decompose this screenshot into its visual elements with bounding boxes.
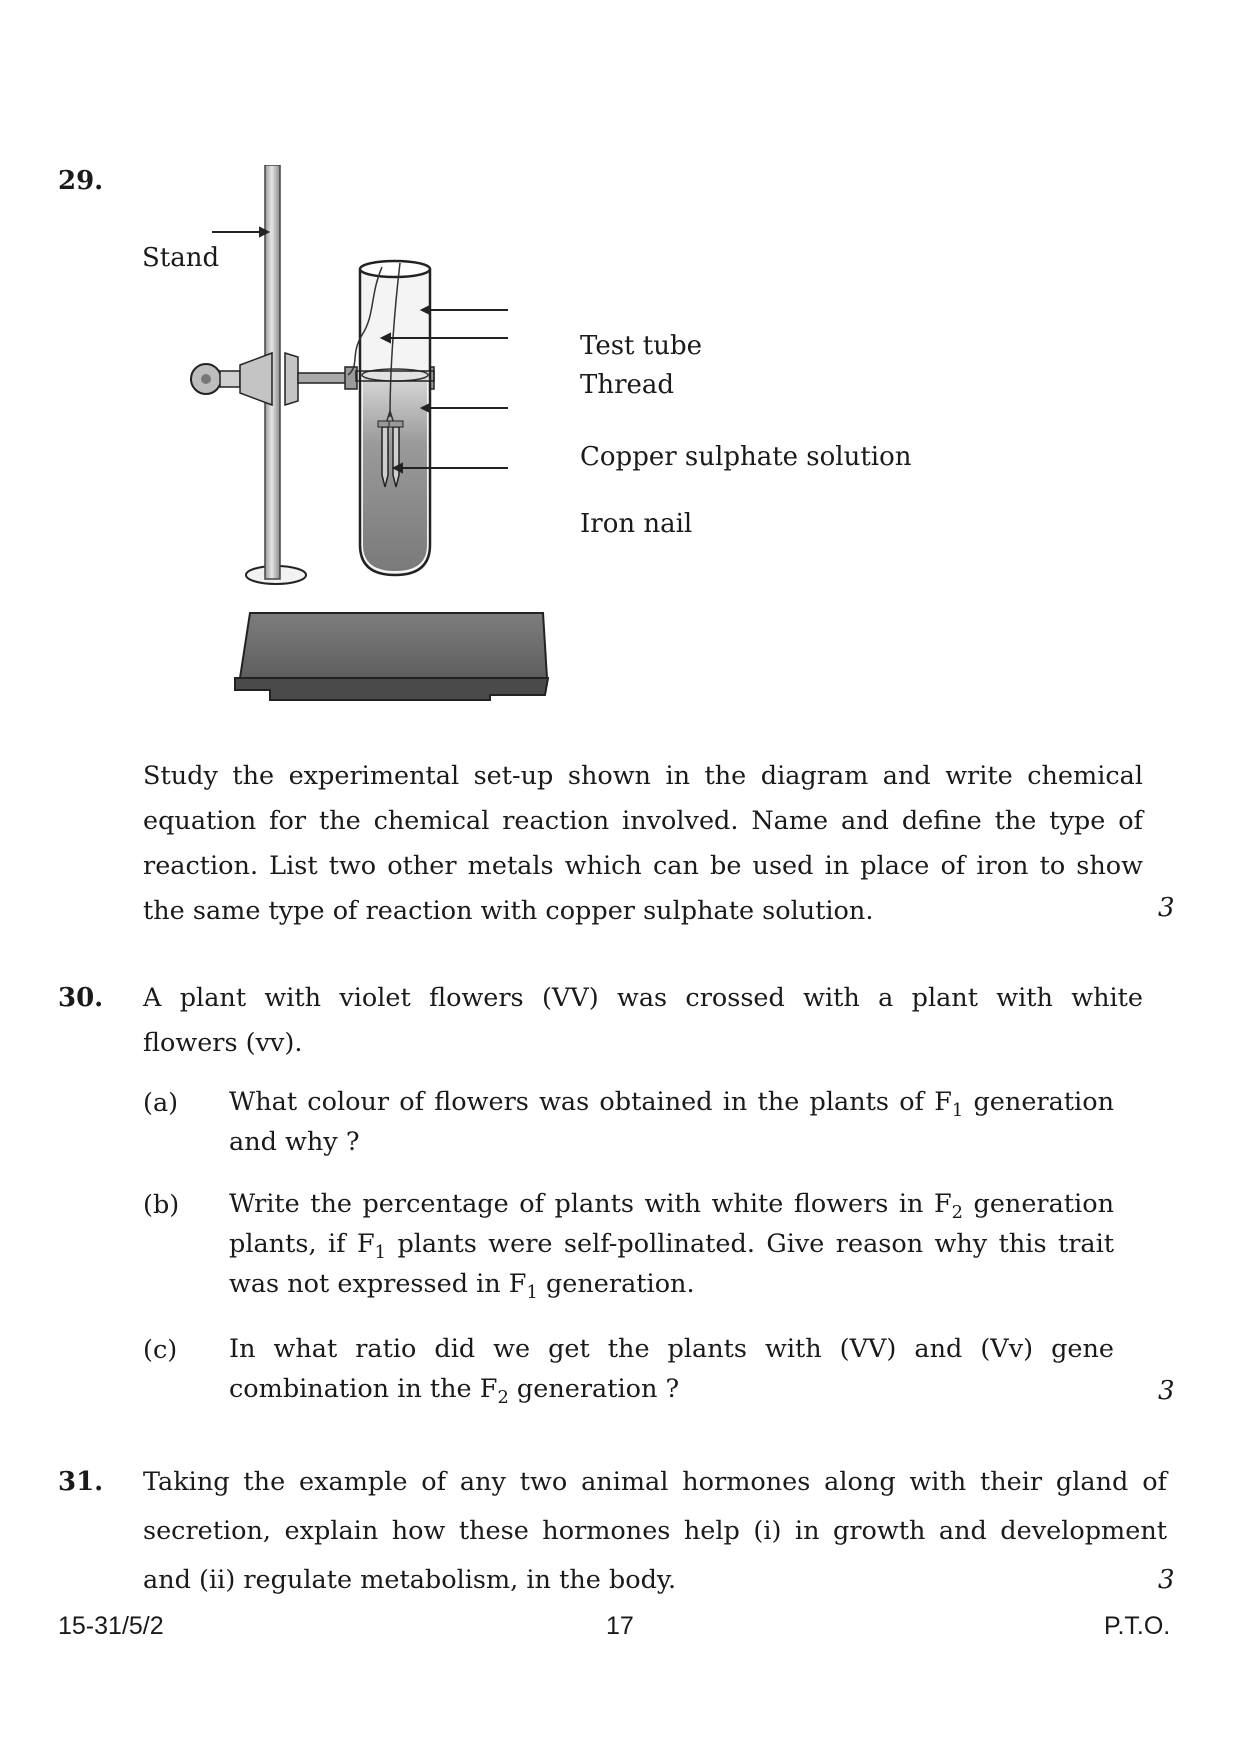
q29-line: the same type of reaction with copper sulphate solution. [143,896,874,926]
label-test-tube: Test tube [580,331,702,361]
label-stand: Stand [142,243,220,273]
question-31-number: 31. [58,1467,104,1497]
q30b-label: (b) [143,1190,180,1220]
q30-stem-line: flowers (vv). [143,1028,303,1058]
q29-line: equation for the chemical reaction involved. Name and define the type of [143,806,1143,836]
stand-base [235,566,548,700]
page-number: 17 [606,1612,634,1640]
q31-line: secretion, explain how these hormones help (i) in growth and development [143,1516,1167,1546]
pto-note: P.T.O. [1104,1612,1171,1640]
q30c-text: In what ratio did we get the plants with (VV) and (Vv) gene combination in the $F_2$ generation ? [229,1334,1114,1409]
q29-line: Study the experimental set-up shown in the diagram and write chemical [143,761,1143,791]
question-30-number: 30. [58,983,104,1013]
q29-line: reaction. List two other metals which can be used in place of iron to show [143,851,1143,881]
q31-line: Taking the example of any two animal hormones along with their gland of [143,1467,1167,1497]
label-copper-sulphate-solution: Copper sulphate solution [580,442,912,472]
q30-stem-line: A plant with violet flowers (VV) was crossed with a plant with white [143,983,1143,1013]
q30a-label: (a) [143,1088,179,1118]
q31-line: and (ii) regulate metabolism, in the body. [143,1565,677,1595]
question-29-number: 29. [58,166,104,196]
paper-code: 15-31/5/2 [58,1612,164,1640]
question-30-stem [143,976,1143,1066]
q30a-text: What colour of flowers was obtained in the plants of $F_1$ generation and why ? [229,1087,1114,1157]
q30b-text: Write the percentage of plants with white flowers in $F_2$ generation plants, if $F_1$ plants were self-pollinated. Give reason why this trait was not expressed in $F_1$ generation. [229,1189,1114,1304]
question-29-text [143,754,1143,934]
question-31-marks: 3 [1158,1565,1175,1595]
question-31-text [143,1458,1167,1605]
label-thread: Thread [580,370,675,400]
q30c-label: (c) [143,1335,178,1365]
question-29-marks: 3 [1158,893,1175,923]
question-30-marks: 3 [1158,1376,1175,1406]
label-iron-nail: Iron nail [580,509,693,539]
